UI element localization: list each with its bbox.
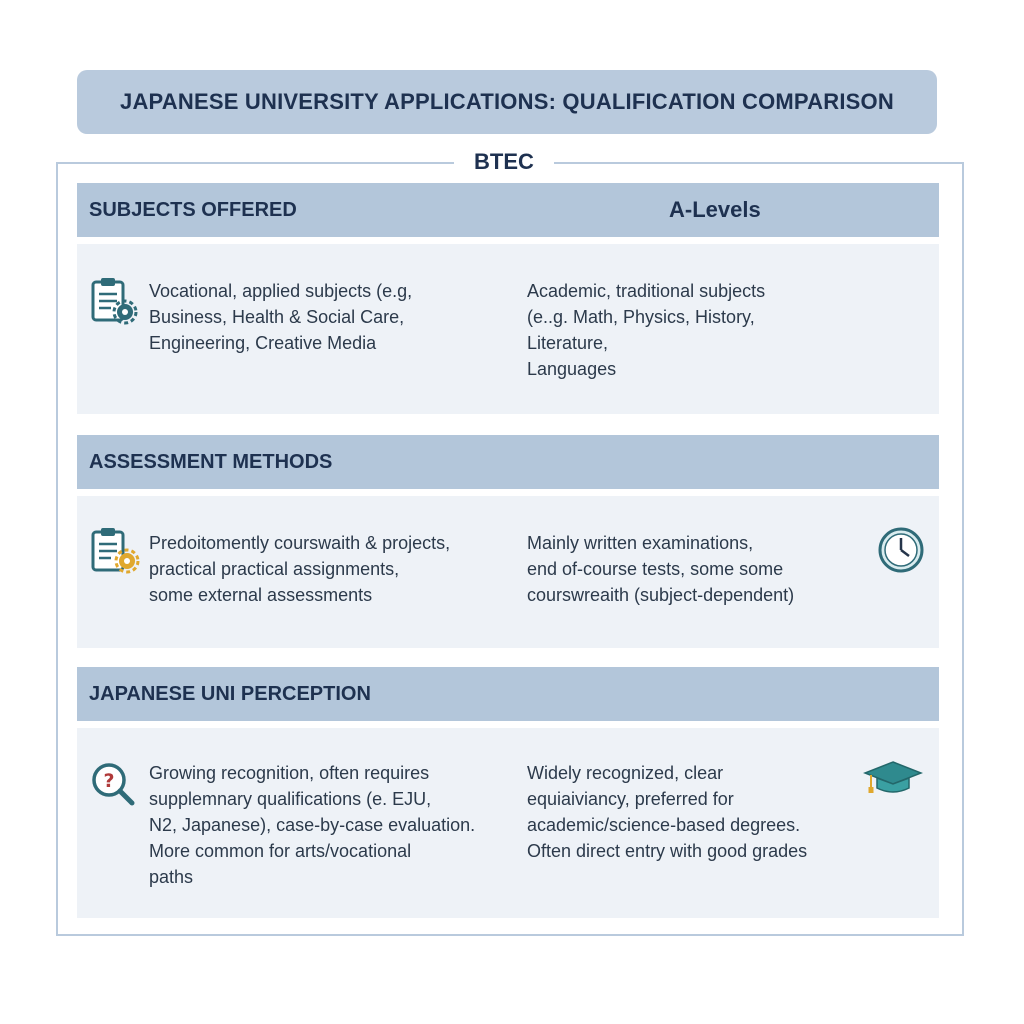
clipboard-gear-icon: [89, 276, 139, 326]
section-title: SUBJECTS OFFERED: [89, 198, 297, 221]
text-line: Engineering, Creative Media: [149, 333, 377, 353]
text-line: Business, Health & Social Care,: [149, 307, 405, 327]
page-title: JAPANESE UNIVERSITY APPLICATIONS: QUALIFICATION COMPARISON: [120, 89, 894, 114]
btec-perception-text: [149, 760, 475, 890]
text-line: Academic, traditional subjects: [527, 281, 766, 301]
text-line: More common for arts/vocational: [149, 841, 412, 861]
text-line: supplemnary qualifications (e. EJU,: [149, 789, 432, 809]
text-line: Languages: [527, 359, 617, 379]
magnifier-question-icon: [89, 760, 137, 810]
text-line: (e..g. Math, Physics, History,: [527, 307, 755, 327]
section-header-subjects: [77, 183, 939, 237]
section-body-assessment: [77, 496, 939, 648]
column-heading-a-levels: A-Levels: [669, 197, 761, 222]
text-line: academic/science-based degrees.: [527, 815, 801, 835]
text-line: paths: [149, 867, 194, 887]
section-body-perception: [77, 728, 939, 918]
a-levels-assessment-text: [527, 530, 794, 608]
section-body-subjects: [77, 244, 939, 414]
btec-assessment-text: [149, 530, 450, 608]
section-header-perception: [77, 667, 939, 721]
section-title: ASSESSMENT METHODS: [89, 450, 333, 473]
frame-label-btec: BTEC: [454, 145, 554, 179]
graduation-cap-icon: [863, 758, 923, 798]
title-banner: [77, 70, 937, 134]
text-line: Often direct entry with good grades: [527, 841, 808, 861]
text-line: some external assessments: [149, 585, 373, 605]
text-line: courswreaith (subject-dependent): [527, 585, 795, 605]
text-line: Growing recognition, often requires: [149, 763, 430, 783]
text-line: N2, Japanese), case-by-case evaluation.: [149, 815, 476, 835]
text-line: Vocational, applied subjects (e.g,: [149, 281, 413, 301]
btec-subjects-text: [149, 278, 412, 356]
text-line: equiaiviancy, preferred for: [527, 789, 734, 809]
a-levels-perception-text: [527, 760, 807, 864]
text-line: Mainly written examinations,: [527, 533, 754, 553]
svg-text:?: ?: [103, 770, 115, 792]
text-line: Predoitomently courswaith & projects,: [149, 533, 451, 553]
a-levels-subjects-text: [527, 278, 765, 382]
text-line: end of-course tests, some some: [527, 559, 784, 579]
text-line: Widely recognized, clear: [527, 763, 724, 783]
text-line: practical practical assignments,: [149, 559, 400, 579]
section-title: JAPANESE UNI PERCEPTION: [89, 682, 371, 705]
clipboard-gear-icon: [89, 526, 141, 576]
clock-icon: [877, 526, 925, 574]
section-header-assessment: [77, 435, 939, 489]
text-line: Literature,: [527, 333, 609, 353]
